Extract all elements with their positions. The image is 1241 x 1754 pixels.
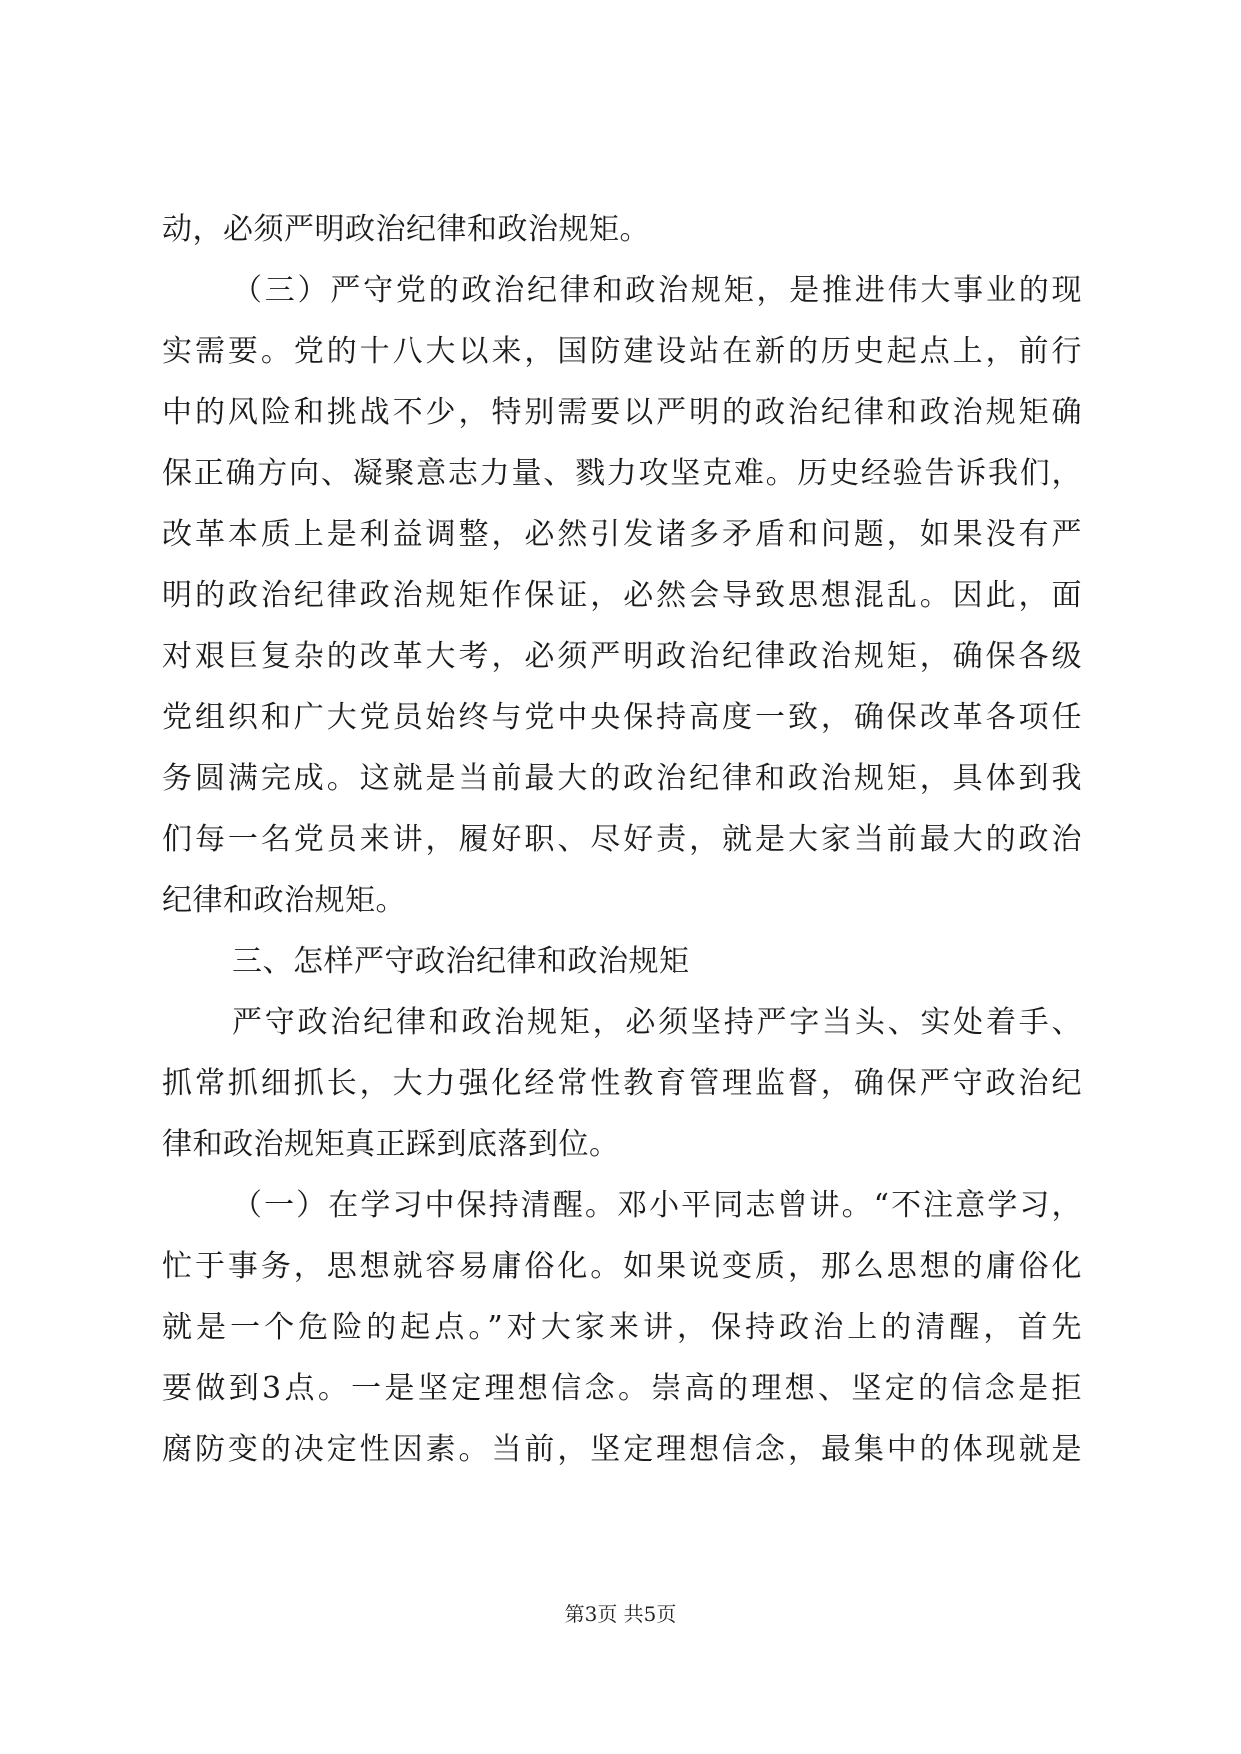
text-line: 律和政治规矩真正踩到底落到位。 (162, 1127, 620, 1162)
text-line: 纪律和政治规矩。 (162, 883, 406, 918)
text-line: 要做到3点。一是坚定理想信念。崇高的理想、坚定的信念是拒 (162, 1371, 1082, 1406)
text-line: 抓常抓细抓长，大力强化经常性教育管理监督，确保严守政治纪 (162, 1066, 1082, 1101)
text-line: 改革本质上是利益调整，必然引发诸多矛盾和问题，如果没有严 (162, 517, 1082, 552)
text-line: 腐防变的决定性因素。当前，坚定理想信念，最集中的体现就是 (162, 1432, 1082, 1467)
text-line: （一）在学习中保持清醒。邓小平同志曾讲。“不注意学习， (232, 1188, 1082, 1223)
text-line: 忙于事务，思想就容易庸俗化。如果说变质，那么思想的庸俗化 (162, 1249, 1082, 1284)
text-line: 中的风险和挑战不少，特别需要以严明的政治纪律和政治规矩确 (162, 395, 1082, 430)
text-line: 务圆满完成。这就是当前最大的政治纪律和政治规矩，具体到我 (162, 761, 1082, 796)
text-line: （三）严守党的政治纪律和政治规矩，是推进伟大事业的现 (232, 273, 1082, 308)
text-line: 对艰巨复杂的改革大考，必须严明政治纪律政治规矩，确保各级 (162, 639, 1082, 674)
text-line: 保正确方向、凝聚意志力量、戮力攻坚克难。历史经验告诉我们， (162, 456, 1082, 491)
text-line: 明的政治纪律政治规矩作保证，必然会导致思想混乱。因此，面 (162, 578, 1082, 613)
text-line: 就是一个危险的起点。”对大家来讲，保持政治上的清醒，首先 (162, 1310, 1082, 1345)
text-line: 党组织和广大党员始终与党中央保持高度一致，确保改革各项任 (162, 700, 1082, 735)
text-line: 动，必须严明政治纪律和政治规矩。 (162, 212, 650, 247)
section-heading: 三、怎样严守政治纪律和政治规矩 (232, 944, 690, 979)
page-number-footer: 第3页 共5页 (564, 1602, 677, 1626)
text-line: 们每一名党员来讲，履好职、尽好责，就是大家当前最大的政治 (162, 822, 1082, 857)
text-line: 实需要。党的十八大以来，国防建设站在新的历史起点上，前行 (162, 334, 1082, 369)
text-line: 严守政治纪律和政治规矩，必须坚持严字当头、实处着手、 (232, 1005, 1082, 1040)
document-body (162, 199, 1082, 1480)
